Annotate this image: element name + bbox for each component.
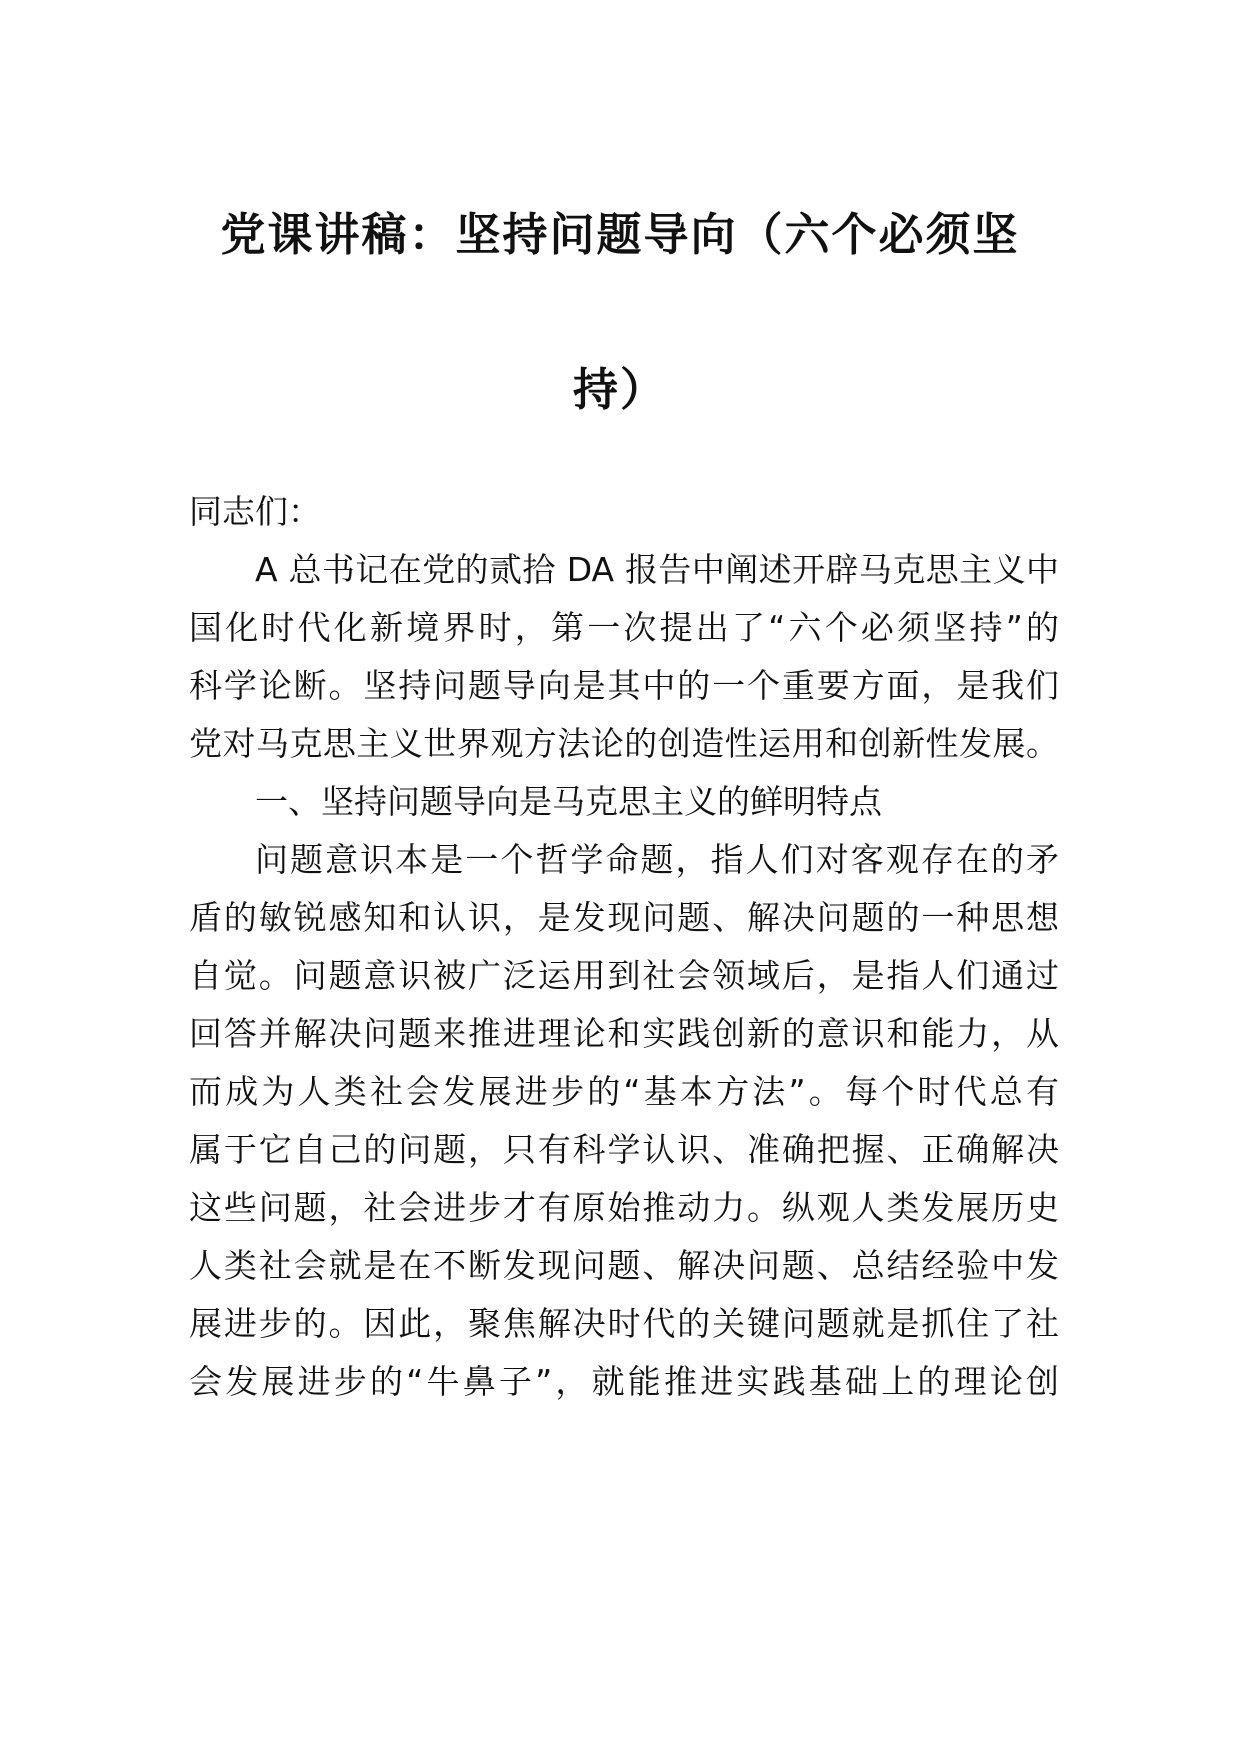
greeting: 同志们： [189, 492, 321, 531]
paragraph-2-line-6: 属于它自己的问题，只有科学认识、准确把握、正确解决 [189, 1130, 1059, 1169]
paragraph-1-line-2: 国化时代化新境界时，第一次提出了“六个必须坚持”的 [189, 608, 1059, 647]
document-title-line-2: 持） [572, 363, 667, 416]
paragraph-1-line-3: 科学论断。坚持问题导向是其中的一个重要方面，是我们 [189, 666, 1059, 705]
paragraph-1-line-1: A 总书记在党的贰拾 DA 报告中阐述开辟马克思主义中 [255, 550, 1059, 589]
paragraph-2-line-4: 回答并解决问题来推进理论和实践创新的意识和能力，从 [189, 1014, 1059, 1053]
paragraph-2-line-10: 会发展进步的“牛鼻子”，就能推进实践基础上的理论创 [189, 1362, 1059, 1401]
paragraph-2-line-3: 自觉。问题意识被广泛运用到社会领域后，是指人们通过 [189, 956, 1059, 995]
paragraph-2-line-7: 这些问题，社会进步才有原始推动力。纵观人类发展历史 [189, 1188, 1059, 1227]
paragraph-2-line-2: 盾的敏锐感知和认识，是发现问题、解决问题的一种思想 [189, 898, 1059, 937]
paragraph-2-line-5: 而成为人类社会发展进步的“基本方法”。每个时代总有 [189, 1072, 1059, 1111]
paragraph-2-line-9: 展进步的。因此，聚焦解决时代的关键问题就是抓住了社 [189, 1304, 1059, 1343]
paragraph-1-line-4: 党对马克思主义世界观方法论的创造性运用和创新性发展。 [189, 724, 1059, 763]
section-heading: 一、坚持问题导向是马克思主义的鲜明特点 [255, 782, 882, 821]
paragraph-2-line-8: 人类社会就是在不断发现问题、解决问题、总结经验中发 [189, 1246, 1059, 1285]
paragraph-2-line-1: 问题意识本是一个哲学命题，指人们对客观存在的矛 [255, 840, 1059, 879]
document-title-line-1: 党课讲稿：坚持问题导向（六个必须坚 [220, 208, 1020, 261]
